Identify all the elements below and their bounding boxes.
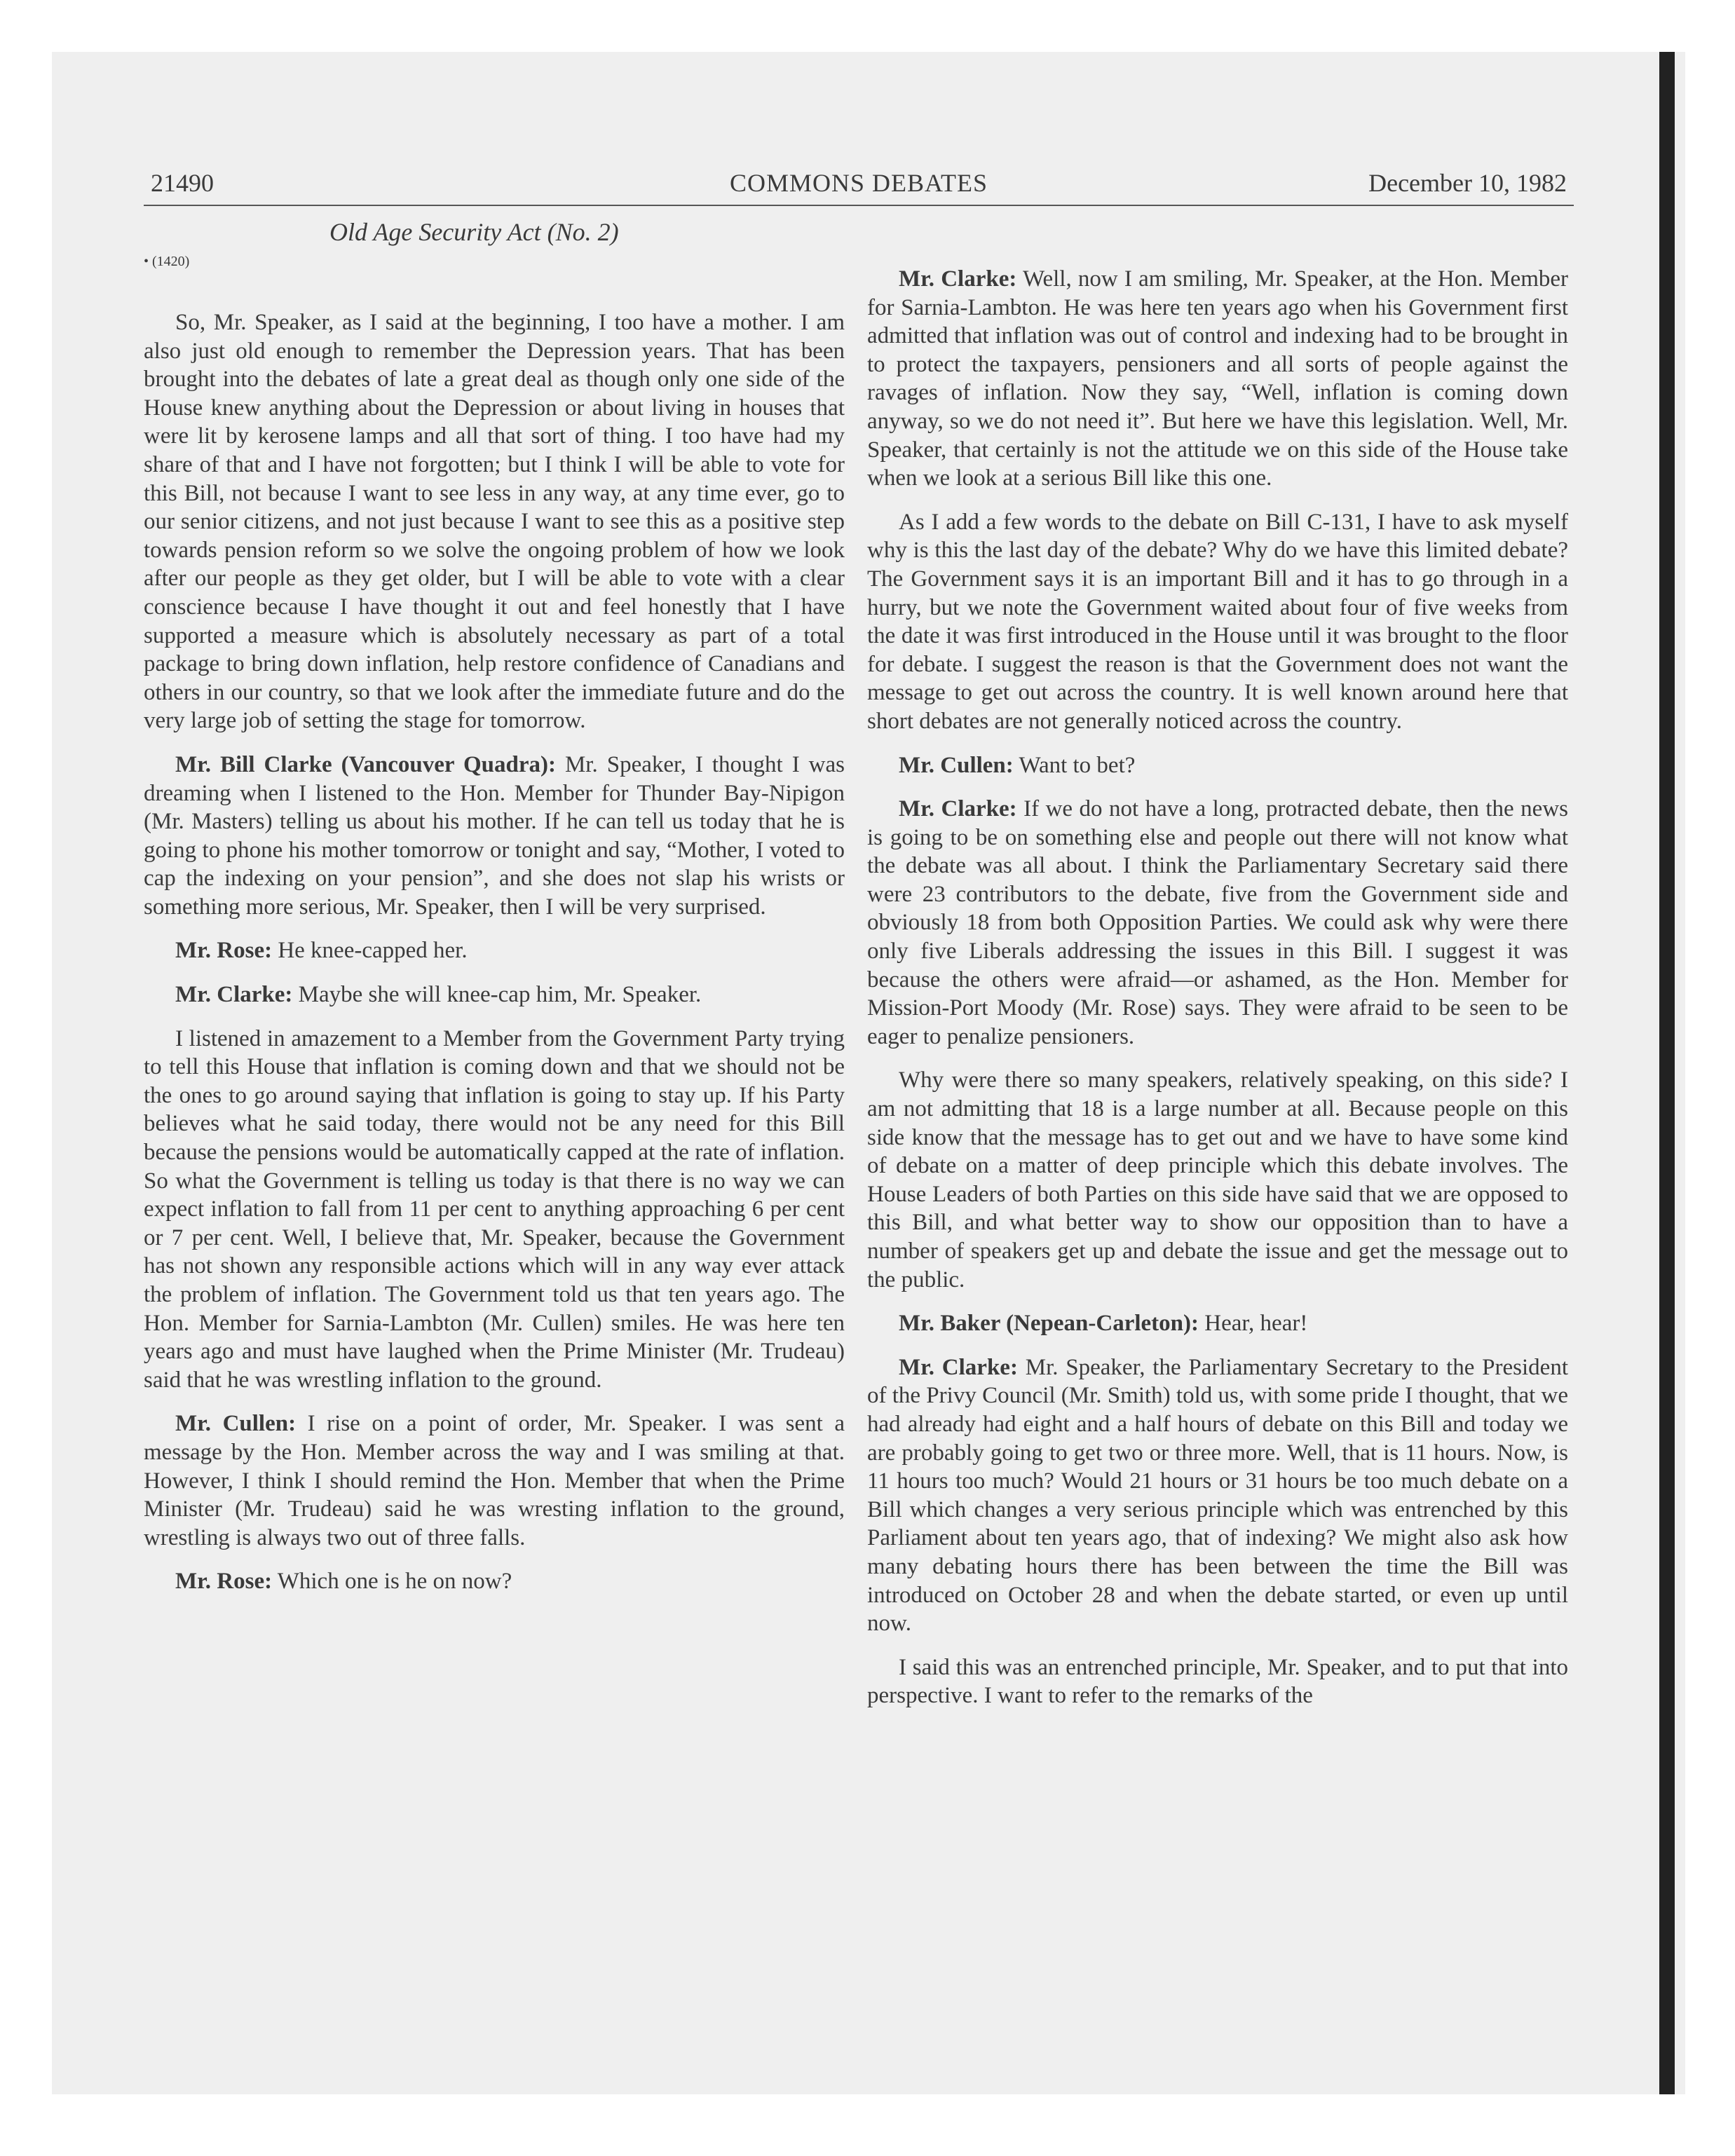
paragraph bbox=[867, 508, 1568, 736]
paragraph bbox=[867, 1353, 1568, 1638]
publication-date: December 10, 1982 bbox=[1368, 169, 1567, 197]
speaker-name: Mr. Rose: bbox=[175, 938, 273, 964]
paragraph bbox=[867, 265, 1568, 493]
paragraph-text: I listened in amazement to a Member from the Government Party trying to tell this House that inflation is coming down and that we should not be the ones to go around saying that inflation is going to stay up. If his Party believes what he said today, there would not be any need for this Bill because the pensions would be automatically capped at the rate of inflation. So what the Government is telling us today is that there is no way we can expect inflation to fall from 11 per cent to anything approaching 6 per cent or 7 per cent. Well, I believe that, Mr. Speaker, because the Government has not shown any responsible actions which will in any way ever attack the problem of inflation. The Government told us that ten years ago. The Hon. Member for Sarnia-Lambton (Mr. Cullen) smiles. He was here ten years ago and must have laughed when the Prime Minister (Mr. Trudeau) said that he was wrestling inflation to the ground. bbox=[144, 1025, 845, 1393]
paragraph-text: He knee-capped her. bbox=[278, 938, 468, 964]
speaker-name: Mr. Clarke: bbox=[899, 266, 1017, 292]
speaker-name: Mr. Bill Clarke (Vancouver Quadra): bbox=[175, 751, 556, 777]
paragraph bbox=[867, 1309, 1568, 1338]
paragraph-text: Mr. Speaker, the Parliamentary Secretary to the President of the Privy Council (Mr. Smith) told us, with some pride I thought, that we had already had eight and a half hours of debate on this Bill and today we are probably going to get two or three more. Well, that is 11 hours. Now, is 11 hours too much? Would 21 hours or 31 hours be too much debate on a Bill which changes a very serious principle which was entrenched by this Parliament about ten years ago, that of indexing? We might also ask how many debating hours there has been between the time the Bill was introduced on October 28 and when the debate started, or even up until now. bbox=[867, 1354, 1569, 1637]
paragraph-text: Well, now I am smiling, Mr. Speaker, at the Hon. Member for Sarnia-Lambton. He was here ten years ago when his Government first admitted that inflation was out of control and indexing had to be brought in to protect the taxpayers, pensioners and all sorts of people against the ravages of inflation. Now they say, “Well, inflation is coming down anyway, so we do not need it”. But here we have this legislation. Well, Mr. Speaker, that certainly is not the attitude we on this side of the House take when we look at a serious Bill like this one. bbox=[867, 266, 1568, 491]
paragraph bbox=[144, 1410, 845, 1552]
paragraph bbox=[867, 795, 1568, 1051]
left-column bbox=[144, 308, 845, 1611]
paragraph bbox=[144, 751, 845, 922]
paragraph-text: If we do not have a long, protracted debate, then the news is going to be on something else and people out there will not know what the debate was all about. I think the Parliamentary Secretary said there were 23 contributors to the debate, five from the Government side and obviously 18 from both Opposition Parties. We could ask why were there only five Liberals addressing the issues in this Bill. I suggest it was because the others were afraid—or ashamed, as the Hon. Member for Mission-Port Moody (Mr. Rose) says. They were afraid to be seen to be eager to penalize pensioners. bbox=[867, 796, 1568, 1049]
paragraph bbox=[144, 1567, 845, 1596]
publication-title: COMMONS DEBATES bbox=[729, 169, 988, 197]
time-marker: • (1420) bbox=[144, 254, 190, 269]
debate-subject: Old Age Security Act (No. 2) bbox=[329, 218, 619, 246]
paragraph bbox=[144, 308, 845, 735]
paragraph-text: As I add a few words to the debate on Bill C-131, I have to ask myself why is this the last day of the debate? Why do we have this limited debate? The Government says it is an important Bill and it has to go through in a hurry, but we note the Government waited about four of five weeks from the date it was first introduced in the House until it was brought to the floor for debate. I suggest the reason is that the Government does not want the message to get out across the country. It is well known around here that short debates are not generally noticed across the country. bbox=[867, 509, 1568, 734]
speaker-name: Mr. Clarke: bbox=[899, 796, 1017, 822]
speaker-name: Mr. Rose: bbox=[175, 1569, 273, 1595]
paragraph-text: Mr. Speaker, I thought I was dreaming when I listened to the Hon. Member for Thunder Bay-Nipigon (Mr. Masters) telling us about his mother. If he can tell us today that he is going to phone his mother tomorrow or tonight and say, “Mother, I voted to cap the indexing on your pension”, and she does not slap his wrists or something more serious, Mr. Speaker, then I will be very surprised. bbox=[144, 751, 845, 920]
right-column bbox=[867, 265, 1568, 1726]
paragraph bbox=[867, 751, 1568, 780]
paragraph-text: I said this was an entrenched principle, Mr. Speaker, and to put that into perspective. I want to refer to the remarks of the bbox=[867, 1654, 1568, 1709]
paragraph-text: Why were there so many speakers, relatively speaking, on this side? I am not admitting that 18 is a large number at all. Because people on this side know that the message has to get out and we have to have some kind of debate on a matter of deep principle which this debate involves. The House Leaders of both Parties on this side have said that we are opposed to this Bill, and what better way to show our opposition than to have a number of speakers get up and debate the issue and get the message out to the public. bbox=[867, 1067, 1568, 1292]
speaker-name: Mr. Baker (Nepean-Carleton): bbox=[899, 1311, 1199, 1337]
speaker-name: Mr. Clarke: bbox=[899, 1354, 1018, 1380]
paragraph bbox=[144, 981, 845, 1009]
paragraph-text: Hear, hear! bbox=[1204, 1311, 1308, 1337]
paragraph-text: Want to bet? bbox=[1019, 752, 1136, 778]
paragraph bbox=[867, 1066, 1568, 1294]
paragraph bbox=[144, 1025, 845, 1395]
page-header bbox=[144, 163, 1574, 206]
page-edge-shadow bbox=[1659, 52, 1675, 2094]
paragraph bbox=[867, 1653, 1568, 1710]
paragraph-text: I rise on a point of order, Mr. Speaker. I was sent a message by the Hon. Member across the way and I was smiling at that. However, I think I should remind the Hon. Member that when the Prime Minister (Mr. Trudeau) said he was wresting inflation to the ground, wrestling is always two out of three falls. bbox=[144, 1411, 845, 1550]
paragraph-text: Maybe she will knee-cap him, Mr. Speaker. bbox=[298, 982, 702, 1008]
speaker-name: Mr. Cullen: bbox=[175, 1411, 297, 1437]
paragraph-text: So, Mr. Speaker, as I said at the beginning, I too have a mother. I am also just old enough to remember the Depression years. That has been brought into the debates of late a great deal as though only one side of the House knew anything about the Depression or about living in houses that were lit by kerosene lamps and all that sort of thing. I too have had my share of that and I have not forgotten; but I think I will be able to vote for this Bill, not because I want to see less in any way, at any time ever, go to our senior citizens, and not just because I want to see this as a positive step towards pension reform so we solve the ongoing problem of how we look after our people as they get older, but I will be able to vote with a clear conscience because I have thought it out and feel honestly that I have supported a measure which is absolutely necessary as part of a total package to bring down inflation, help restore confidence of Canadians and others in our country, so that we look after the immediate future and do the very large job of setting the stage for tomorrow. bbox=[144, 310, 845, 734]
speaker-name: Mr. Clarke: bbox=[175, 982, 293, 1008]
paragraph-text: Which one is he on now? bbox=[277, 1569, 512, 1595]
speaker-name: Mr. Cullen: bbox=[899, 752, 1014, 778]
paragraph bbox=[144, 936, 845, 965]
page-number: 21490 bbox=[151, 169, 214, 197]
